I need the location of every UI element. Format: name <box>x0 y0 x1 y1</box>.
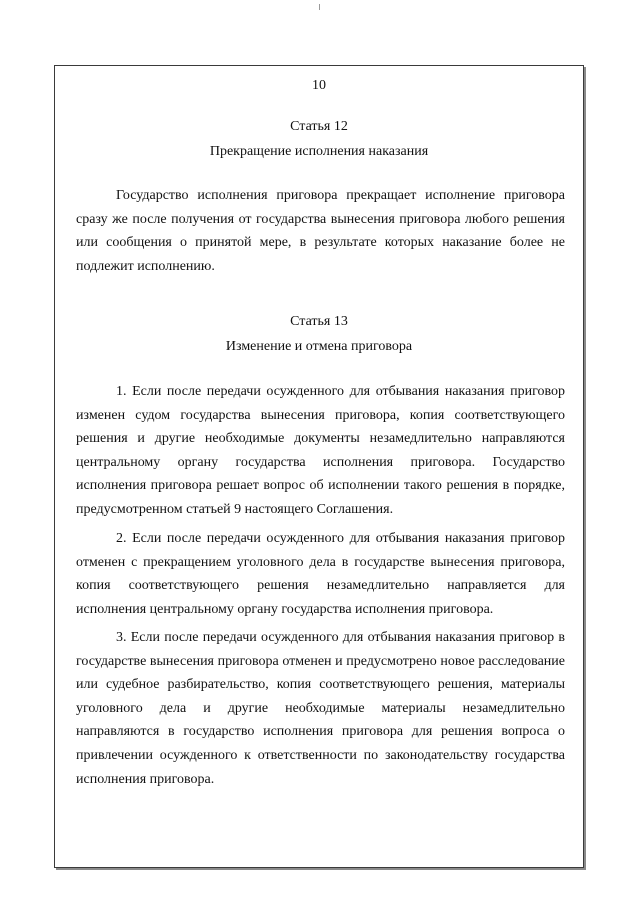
page-number: 10 <box>312 78 326 93</box>
article-13-paragraph-2: 2. Если после передачи осужденного для отбывания наказания приговор отменен с прекращением уголовного дела в государстве вынесения приговора, копия соответствующего решения незамедлительно направляется для исполнения центральному органу государства исполнения приговора. <box>76 531 565 617</box>
article-12-title: Прекращение исполнения наказания <box>209 144 429 159</box>
article-12-paragraph: Государство исполнения приговора прекращает исполнение приговора сразу же после получения от государства вынесения приговора любого решения или сообщения о принятой мере, в результате которых наказание более не подлежит исполнению. <box>76 188 565 274</box>
article-13-paragraph-3: 3. Если после передачи осужденного для отбывания наказания приговор в государстве вынесения приговора отменен и предусмотрено новое расследование или судебное разбирательство, копия соответствующего решения, материалы уголовного дела и другие необходимые материалы незамедлительно направляются в государство исполнения приговора для решения вопроса о привлечении осужденного к ответственности по законодательству государства исполнения приговора. <box>76 630 565 787</box>
article-13-number: Статья 13 <box>290 314 348 329</box>
scan-mark <box>319 4 320 10</box>
article-13-title: Изменение и отмена приговора <box>225 339 413 354</box>
article-13-paragraph-1: 1. Если после передачи осужденного для отбывания наказания приговор изменен судом государства вынесения приговора, копия соответствующего решения и другие необходимые документы незамедлительно направляются центральному органу государства исполнения приговора. Государство исполнения приговора решает вопрос об исполнении такого решения в порядке, предусмотренном статьей 9 настоящего Соглашения. <box>76 384 565 517</box>
page-frame <box>54 65 584 868</box>
article-12-number: Статья 12 <box>290 119 348 134</box>
